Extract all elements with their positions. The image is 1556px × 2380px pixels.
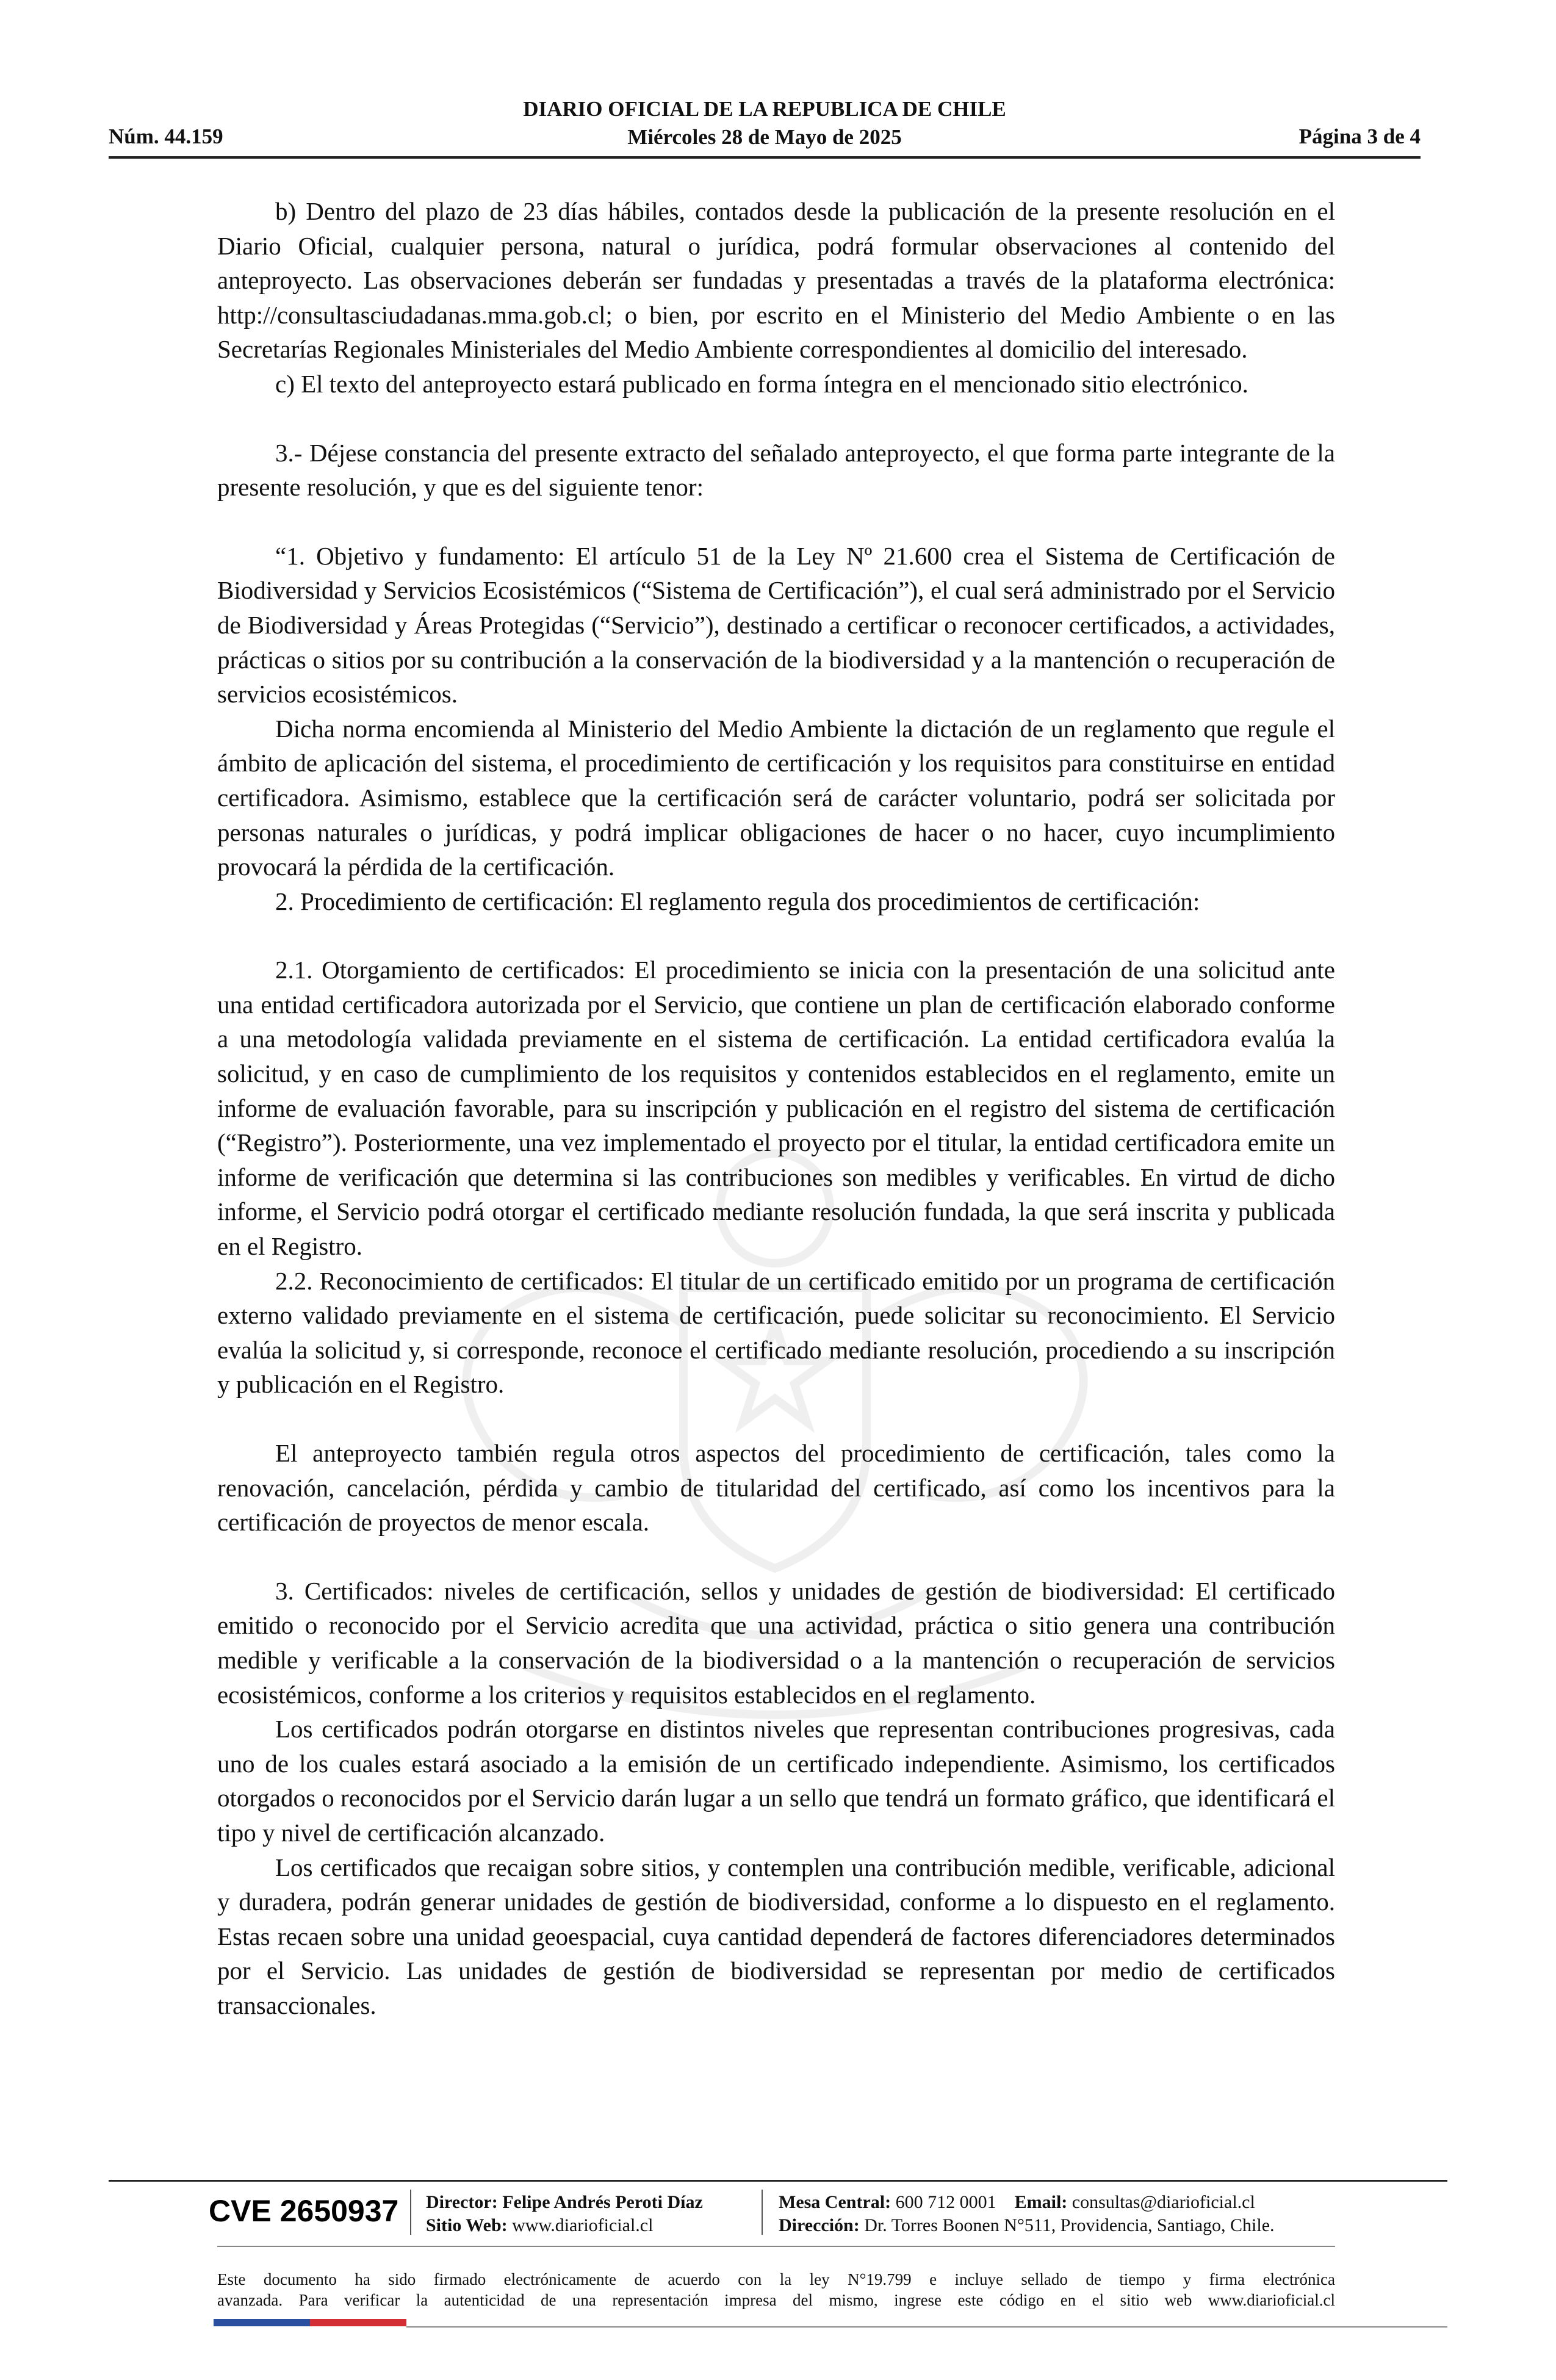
publication-title: DIARIO OFICIAL DE LA REPUBLICA DE CHILE [523,97,1006,121]
email-label: Email: [1014,2192,1068,2212]
page-header [109,93,1421,159]
footer-separator [762,2190,763,2235]
paragraph: 3. Certificados: niveles de certificación, sellos y unidades de gestión de biodiversidad: El certificado emitido o reconocido por el Servicio acredita que una actividad, práctica o sitio genera una contribución medible y verificable a la conservación de la biodiversidad o a la mantención o recuperación de servicios ecosistémicos, conforme a los criterios y requisitos establecidos en el reglamento. [217,1576,1335,1709]
paragraph: b) Dentro del plazo de 23 días hábiles, contados desde la publicación de la presente resolución en el Diario Oficial, cualquier persona, natural o jurídica, podrá formular observaciones al contenido del anteproyecto. Las observaciones deberán ser fundadas y presentadas a través de la plataforma electrónica: http://consultasciudadanas.mma.gob.cl; o bien, por escrito en el Ministerio del Medio Ambiente o en las Secretarías Regionales Ministeriales del Medio Ambiente correspondientes al domicilio del interesado. [217,197,1335,364]
document-body [217,194,1335,2023]
flag-red-segment [310,2319,406,2326]
web-label: Sitio Web: [426,2215,508,2235]
footer-separator [410,2190,411,2235]
paragraph: El anteproyecto también regula otros aspectos del procedimiento de certificación, tales como la renovación, cancelación, pérdida y cambio de titularidad del certificado, así como los incentivos para la certificación de proyectos de menor escala. [217,1439,1335,1537]
paragraph: 2.2. Reconocimiento de certificados: El titular de un certificado emitido por un programa de certificación externo validado previamente en el sistema de certificación, puede solicitar su reconocimiento. El Servicio evalúa la solicitud y, si corresponde, reconoce el certificado mediante resolución, procediendo a su inscripción y publicación en el Registro. [217,1266,1335,1399]
email-link[interactable]: consultas@diarioficial.cl [1072,2192,1255,2212]
issue-number: Núm. 44.159 [109,124,223,148]
paragraph: “1. Objetivo y fundamento: El artículo 51 de la Ley Nº 21.600 crea el Sistema de Certificación de Biodiversidad y Servicios Ecosistémicos (“Sistema de Certificación”), el cual será administrado por el Servicio de Biodiversidad y Áreas Protegidas (“Servicio”), destinado a certificar o reconocer certificados, a actividades, prácticas o sitios por su contribución a la conservación de la biodiversidad y a la mantención o recuperación de servicios ecosistémicos. [217,541,1335,709]
publication-date: Miércoles 28 de Mayo de 2025 [627,125,902,149]
director-label: Director: [426,2192,498,2212]
cve-code: CVE 2650937 [209,2194,399,2228]
page-number: Página 3 de 4 [1298,124,1421,148]
legal-line: Este documento ha sido firmado electrónicamente de acuerdo con la ley N°19.799 e incluye sellado de tiempo y firma electrónica [217,2270,1335,2288]
footer-bottom-rule [406,2326,1447,2328]
footer-inner-rule [217,2246,1335,2247]
phone-label: Mesa Central: [779,2192,891,2212]
footer-top-rule [109,2180,1447,2182]
paragraph: Dicha norma encomienda al Ministerio del Medio Ambiente la dictación de un reglamento que regule el ámbito de aplicación del sistema, el procedimiento de certificación y los requisitos para constituirse en entidad certificadora. Asimismo, establece que la certificación será de carácter voluntario, podrá ser solicitada por personas naturales o jurídicas, y podrá implicar obligaciones de hacer o no hacer, cuyo incumplimiento provocará la pérdida de la certificación. [217,714,1335,881]
paragraph: 3.- Déjese constancia del presente extracto del señalado anteproyecto, el que forma parte integrante de la presente resolución, y que es del siguiente tenor: [217,438,1335,502]
address-label: Dirección: [779,2215,860,2235]
web-link[interactable]: www.diarioficial.cl [512,2215,654,2235]
header-center [109,95,1421,151]
paragraph: 2. Procedimiento de certificación: El reglamento regula dos procedimientos de certificación: [275,887,1200,915]
flag-blue-segment [214,2319,310,2326]
footer-contact-block [779,2191,1275,2237]
legal-line: avanzada. Para verificar la autenticidad de una representación impresa del mismo, ingrese este código en el sitio web www.diarioficial.cl [217,2291,1335,2309]
paragraph: Los certificados podrán otorgarse en distintos niveles que representan contribuciones progresivas, cada uno de los cuales estará asociado a la emisión de un certificado independiente. Asimismo, los certificados otorgados o reconocidos por el Servicio darán lugar a un sello que tendrá un formato gráfico, que identificará el tipo y nivel de certificación alcanzado. [217,1715,1335,1847]
legal-notice [217,2269,1335,2310]
phone-value: 600 712 0001 [895,2192,996,2212]
paragraph: c) El texto del anteproyecto estará publicado en forma íntegra en el mencionado sitio electrónico. [275,369,1248,398]
address-value: Dr. Torres Boonen N°511, Providencia, Santiago, Chile. [864,2215,1275,2235]
chile-flag-stripe [214,2319,406,2326]
director-name: Felipe Andrés Peroti Díaz [502,2192,703,2212]
paragraph: 2.1. Otorgamiento de certificados: El procedimiento se inicia con la presentación de una solicitud ante una entidad certificadora autorizada por el Servicio, que contiene un plan de certificación elaborado conforme a una metodología validada previamente en el sistema de certificación. La entidad certificadora evalúa la solicitud, y en caso de cumplimiento de los requisitos y contenidos establecidos en el reglamento, emite un informe de evaluación favorable, para su inscripción y publicación en el registro del sistema de certificación (“Registro”). Posteriormente, una vez implementado el proyecto por el titular, la entidad certificadora emite un informe de verificación que determina si las contribuciones son medibles y verificables. En virtud de dicho informe, el Servicio podrá otorgar el certificado mediante resolución fundada, la que será inscrita y publicada en el Registro. [217,956,1335,1261]
footer-director-block [426,2191,703,2237]
paragraph: Los certificados que recaigan sobre sitios, y contemplen una contribución medible, verificable, adicional y duradera, podrán generar unidades de gestión de biodiversidad, conforme a lo dispuesto en el reglamento. Estas recaen sobre una unidad geoespacial, cuya cantidad dependerá de factores diferenciadores determinados por el Servicio. Las unidades de gestión de biodiversidad se representan por medio de certificados transaccionales. [217,1853,1335,2019]
